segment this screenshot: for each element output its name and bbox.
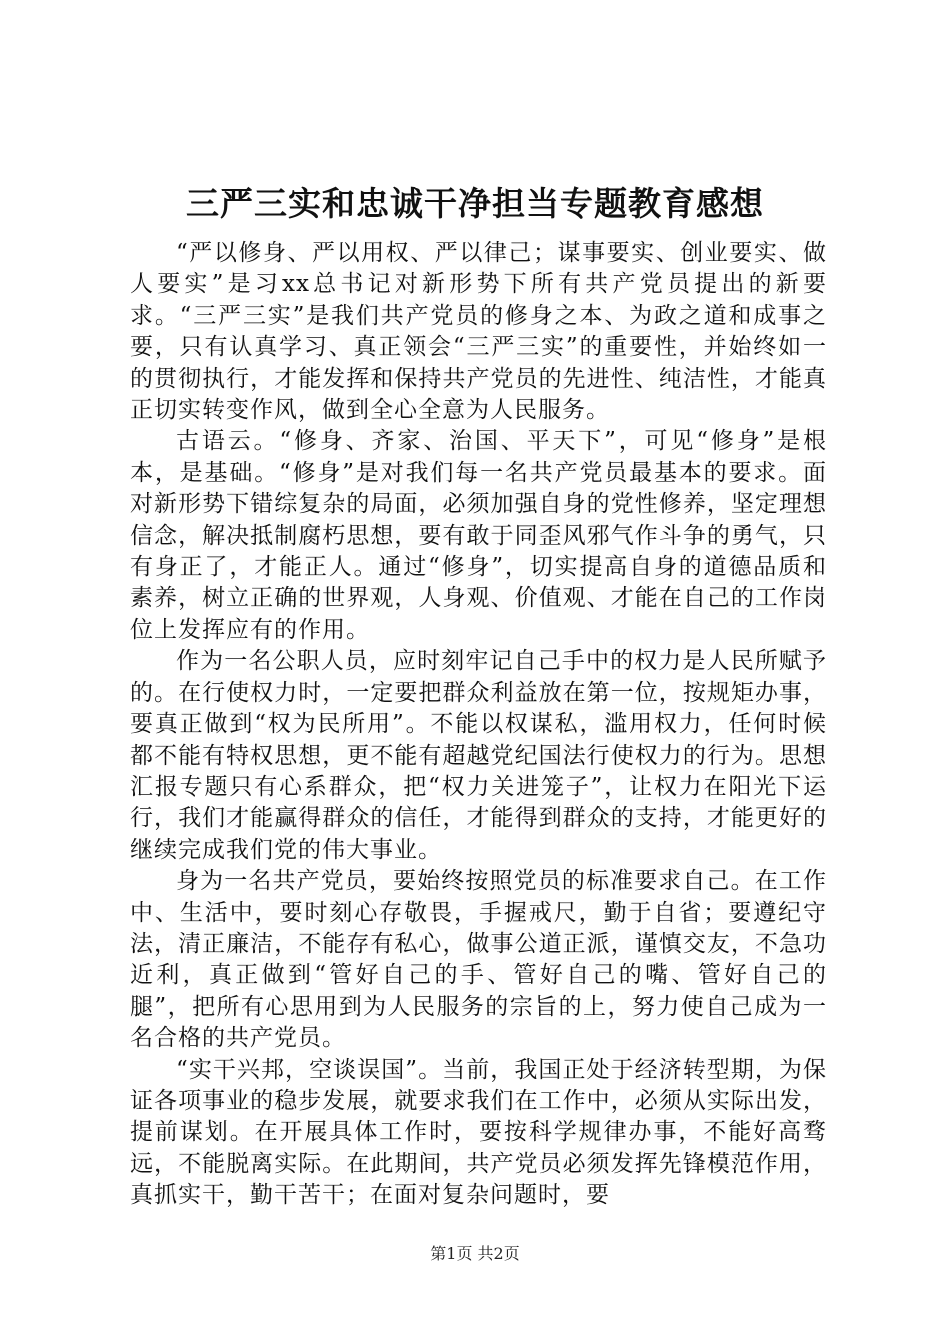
page-number-footer: 第1页 共2页 xyxy=(430,1244,520,1263)
paragraph-5: “实干兴邦，空谈误国”。当前，我国正处于经济转型期，为保证各项事业的稳步发展，就要求我们在工作中，必须从实际出发，提前谋划。在开展具体工作时，要按科学规律办事，不能好高骛远，不能脱离实际。在此期间，共产党员必须发挥先锋模范作用，真抓实干，勤干苦干；在面对复杂问题时，要 xyxy=(130,1056,827,1209)
paragraph-2: 古语云。“修身、齐家、治国、平天下”，可见“修身”是根本，是基础。“修身”是对我们每一名共产党员最基本的要求。面对新形势下错综复杂的局面，必须加强自身的党性修养，坚定理想信念，解决抵制腐朽思想，要有敢于同歪风邪气作斗争的勇气，只有身正了，才能正人。通过“修身”，切实提高自身的道德品质和素养，树立正确的世界观，人身观、价值观、才能在自己的工作岗位上发挥应有的作用。 xyxy=(130,428,827,643)
paragraph-1: “严以修身、严以用权、严以律己；谋事要实、创业要实、做人要实”是习xx总书记对新形势下所有共产党员提出的新要求。“三严三实”是我们共产党员的修身之本、为政之道和成事之要，只有认真学习、真正领会“三严三实”的重要性，并始终如一的贯彻执行，才能发挥和保持共产党员的先进性、纯洁性，才能真正切实转变作风，做到全心全意为人民服务。 xyxy=(130,240,827,424)
document-body xyxy=(130,238,827,1212)
document-title: 三严三实和忠诚干净担当专题教育感想 xyxy=(186,184,764,223)
paragraph-4: 身为一名共产党员，要始终按照党员的标准要求自己。在工作中、生活中，要时刻心存敬畏，手握戒尺，勤于自省；要遵纪守法，清正廉洁，不能存有私心，做事公道正派，谨慎交友，不急功近利，真正做到“管好自己的手、管好自己的嘴、管好自己的腿”，把所有心思用到为人民服务的宗旨的上，努力使自己成为一名合格的共产党员。 xyxy=(130,868,827,1052)
paragraph-3: 作为一名公职人员，应时刻牢记自己手中的权力是人民所赋予的。在行使权力时，一定要把群众利益放在第一位，按规矩办事，要真正做到“权为民所用”。不能以权谋私，滥用权力，任何时候都不能有特权思想，更不能有超越党纪国法行使权力的行为。思想汇报专题只有心系群众，把“权力关进笼子”，让权力在阳光下运行，我们才能赢得群众的信任，才能得到群众的支持，才能更好的继续完成我们党的伟大事业。 xyxy=(130,648,827,863)
